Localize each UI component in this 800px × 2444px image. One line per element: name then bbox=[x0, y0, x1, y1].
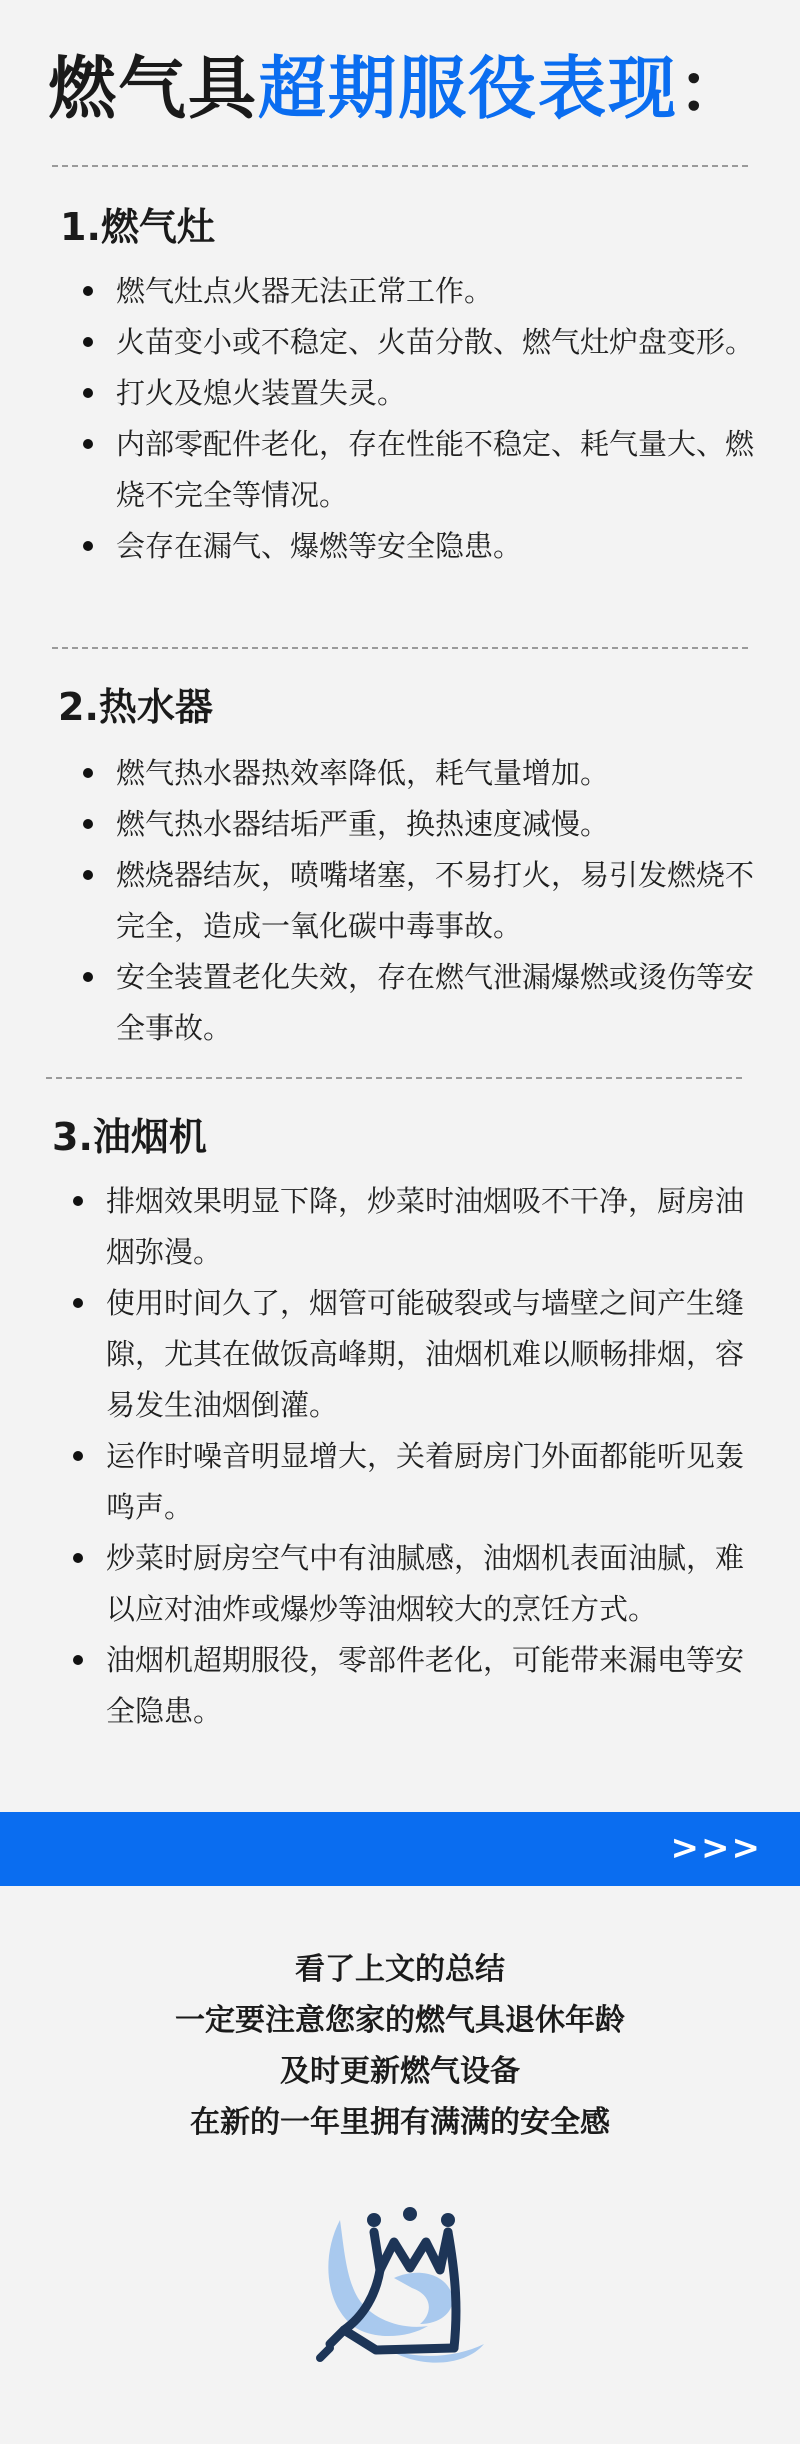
section-heading-water-heater: 2.热水器 bbox=[58, 685, 213, 729]
list-item: 运作时噪音明显增大，关着厨房门外面都能听见轰鸣声。 bbox=[66, 1431, 766, 1533]
list-item: 内部零配件老化，存在性能不稳定、耗气量大、燃烧不完全等情况。 bbox=[76, 419, 766, 521]
title-part-3: ： bbox=[678, 50, 749, 129]
list-item: 燃烧器结灰，喷嘴堵塞，不易打火，易引发燃烧不完全，造成一氧化碳中毒事故。 bbox=[76, 850, 766, 952]
title-part-2: 超期服役表现 bbox=[258, 50, 679, 129]
list-item: 安全装置老化失效，存在燃气泄漏爆燃或烫伤等安全事故。 bbox=[76, 952, 766, 1054]
section-list-water-heater bbox=[76, 748, 766, 1054]
divider-3 bbox=[46, 1077, 742, 1079]
arrows-indicator: >>> bbox=[670, 1828, 762, 1868]
list-item: 燃气灶点火器无法正常工作。 bbox=[76, 266, 766, 317]
summary-text bbox=[0, 1944, 800, 2148]
list-item: 燃气热水器热效率降低，耗气量增加。 bbox=[76, 748, 766, 799]
summary-line: 及时更新燃气设备 bbox=[280, 2054, 520, 2089]
continue-band bbox=[0, 1812, 800, 1886]
divider-2 bbox=[52, 647, 748, 649]
page-title bbox=[48, 50, 749, 129]
list-item: 排烟效果明显下降，炒菜时油烟吸不干净，厨房油烟弥漫。 bbox=[66, 1176, 766, 1278]
list-item: 会存在漏气、爆燃等安全隐患。 bbox=[76, 521, 766, 572]
section-list-range-hood bbox=[66, 1176, 766, 1737]
summary-line: 看了上文的总结 bbox=[295, 1952, 505, 1987]
list-item: 燃气热水器结垢严重，换热速度减慢。 bbox=[76, 799, 766, 850]
section-list-stove bbox=[76, 266, 766, 572]
summary-line: 在新的一年里拥有满满的安全感 bbox=[190, 2105, 610, 2140]
list-item: 火苗变小或不稳定、火苗分散、燃气灶炉盘变形。 bbox=[76, 317, 766, 368]
section-heading-stove: 1.燃气灶 bbox=[60, 205, 215, 249]
list-item: 油烟机超期服役，零部件老化，可能带来漏电等安全隐患。 bbox=[66, 1635, 766, 1737]
list-item: 打火及熄火装置失灵。 bbox=[76, 368, 766, 419]
list-item: 炒菜时厨房空气中有油腻感，油烟机表面油腻，难以应对油炸或爆炒等油烟较大的烹饪方式。 bbox=[66, 1533, 766, 1635]
summary-line: 一定要注意您家的燃气具退休年龄 bbox=[175, 2003, 625, 2038]
divider-1 bbox=[52, 165, 748, 167]
crown-hand-flame-logo bbox=[316, 2198, 492, 2374]
section-heading-range-hood: 3.油烟机 bbox=[52, 1115, 207, 1159]
title-part-1: 燃气具 bbox=[48, 50, 259, 129]
list-item: 使用时间久了，烟管可能破裂或与墙壁之间产生缝隙，尤其在做饭高峰期，油烟机难以顺畅排烟，容易发生油烟倒灌。 bbox=[66, 1278, 766, 1431]
